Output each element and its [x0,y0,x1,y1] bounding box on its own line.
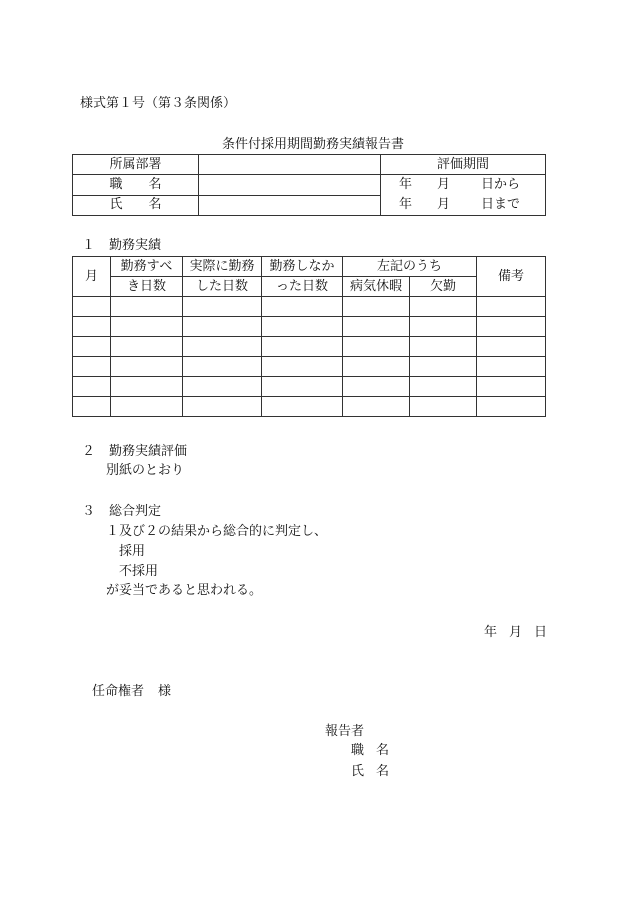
name-field[interactable] [199,195,381,216]
table-cell[interactable] [477,317,546,337]
position-label: 職 名 [73,175,199,196]
table-cell[interactable] [343,357,410,377]
table-cell[interactable] [477,397,546,417]
reporter-label: 報告者 [325,724,365,739]
table-row [73,297,546,317]
table-cell[interactable] [477,377,546,397]
table-cell[interactable] [343,337,410,357]
addressee: 任命権者 様 [92,684,172,699]
table-cell[interactable] [183,377,262,397]
table-cell[interactable] [73,377,111,397]
option-hire: 採用 [119,544,146,559]
date-day: 日 [534,625,548,640]
table-cell[interactable] [410,337,477,357]
col-remarks-header: 備考 [477,257,546,297]
table-cell[interactable] [111,337,183,357]
table-cell[interactable] [477,357,546,377]
col-unexcused-header: 欠勤 [410,277,477,297]
table-cell[interactable] [73,357,111,377]
table-cell[interactable] [73,337,111,357]
table-cell[interactable] [183,297,262,317]
table-cell[interactable] [343,317,410,337]
table-cell[interactable] [477,337,546,357]
section3-conclusion: が妥当であると思われる。 [106,583,263,598]
table-cell[interactable] [343,297,410,317]
table-cell[interactable] [183,397,262,417]
table-cell[interactable] [410,357,477,377]
table-cell[interactable] [410,317,477,337]
date-line [484,625,547,641]
date-month: 月 [509,625,523,640]
table-cell[interactable] [183,337,262,357]
document-title: 条件付採用期間勤務実績報告書 [222,137,405,152]
period-label: 評価期間 [381,155,546,175]
name-label: 氏 名 [73,195,199,216]
header-table [72,154,546,216]
section3-line1: １及び２の結果から総合的に判定し、 [106,524,328,539]
date-year: 年 [484,625,498,640]
col-actual-header-line2: した日数 [183,277,262,297]
position-field[interactable] [199,175,381,196]
table-row [73,397,546,417]
period-to-row: 年 月 日まで [399,197,521,212]
table-cell[interactable] [343,377,410,397]
table-cell[interactable] [262,337,343,357]
table-cell[interactable] [73,297,111,317]
period-field[interactable] [381,175,546,216]
table-cell[interactable] [183,357,262,377]
section2-heading: ２ 勤務実績評価 [82,444,188,459]
period-from-row: 年 月 日から [399,177,521,192]
table-cell[interactable] [343,397,410,417]
attendance-table [72,256,546,417]
table-cell[interactable] [262,397,343,417]
table-row [73,337,546,357]
table-cell[interactable] [111,377,183,397]
table-cell[interactable] [111,357,183,377]
col-days-header-line2: き日数 [111,277,183,297]
table-cell[interactable] [477,297,546,317]
table-cell[interactable] [183,317,262,337]
table-cell[interactable] [73,397,111,417]
table-row [73,357,546,377]
table-cell[interactable] [111,397,183,417]
reporter-position: 職 名 [351,743,390,758]
form-label: 様式第１号（第３条関係） [80,96,237,111]
table-row [73,377,546,397]
col-breakdown-header: 左記のうち [343,257,477,277]
table-row [73,317,546,337]
col-month-header: 月 [73,257,111,297]
table-cell[interactable] [410,397,477,417]
col-sick-header: 病気休暇 [343,277,410,297]
col-days-header-line1: 勤務すべ [111,257,183,277]
table-cell[interactable] [111,297,183,317]
col-actual-header-line1: 実際に勤務 [183,257,262,277]
table-cell[interactable] [410,297,477,317]
table-cell[interactable] [262,377,343,397]
option-no-hire: 不採用 [119,564,159,579]
section1-heading: １ 勤務実績 [82,238,162,253]
section3-heading: ３ 総合判定 [82,504,162,519]
affiliation-label: 所属部署 [73,155,199,175]
table-cell[interactable] [73,317,111,337]
table-cell[interactable] [111,317,183,337]
table-cell[interactable] [262,317,343,337]
col-absent-header-line2: った日数 [262,277,343,297]
col-absent-header-line1: 勤務しなか [262,257,343,277]
reporter-name: 氏 名 [351,764,390,779]
table-cell[interactable] [262,357,343,377]
section2-body: 別紙のとおり [106,463,185,478]
table-cell[interactable] [262,297,343,317]
table-cell[interactable] [410,377,477,397]
affiliation-field[interactable] [199,155,381,175]
